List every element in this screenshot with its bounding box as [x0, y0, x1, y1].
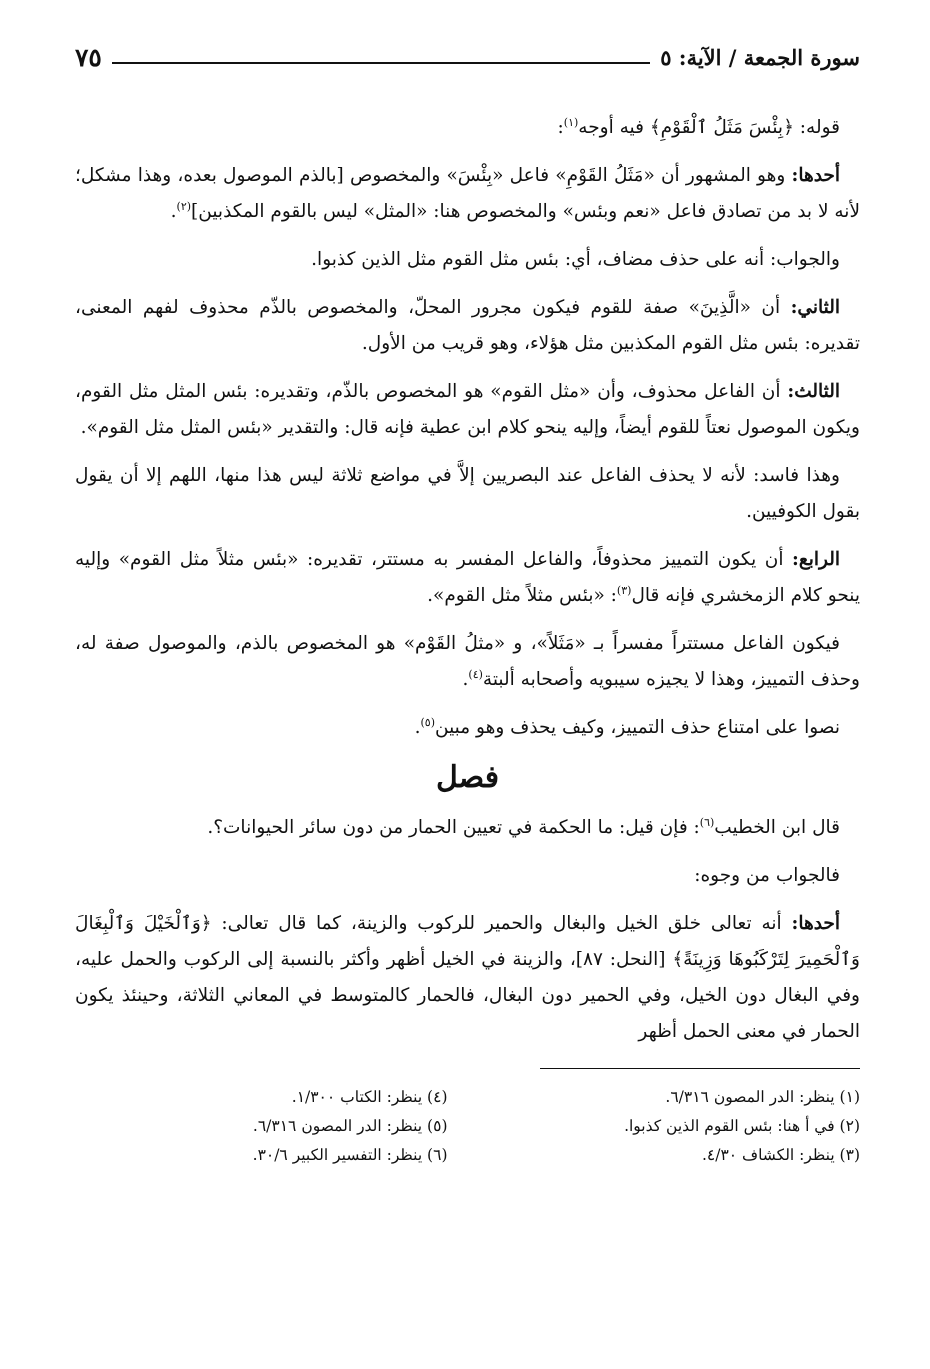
footnote-marker: (١)	[563, 115, 579, 129]
paragraph-tail: .	[462, 669, 469, 690]
paragraph-tail: .	[414, 717, 421, 738]
paragraph	[75, 458, 860, 530]
paragraph-lead: أحدها:	[791, 913, 840, 934]
paragraph-lead: الثالث:	[787, 381, 840, 402]
paragraph-text: والجواب: أنه على حذف مضاف، أي: بئس مثل القوم مثل الذين كذبوا.	[311, 249, 840, 270]
footnote-marker: (٢)	[176, 199, 192, 213]
paragraph	[75, 710, 860, 746]
header-rule	[112, 62, 650, 64]
paragraph	[75, 242, 860, 278]
footnote-marker: (٦)	[699, 815, 715, 829]
footnotes-column-left	[75, 1083, 448, 1170]
footnote-marker: (٥)	[420, 715, 435, 729]
paragraph-lead: الرابع:	[792, 549, 840, 570]
running-head: سورة الجمعة / الآية: ٥	[660, 44, 860, 70]
paragraph-text: أن الفاعل محذوف، وأن «مثل القوم» هو المخصوص بالذّم، وتقديره: بئس المثل مثل القوم، ويكون الموصول نعتاً للقوم أيضاً، وإليه ينحو كلام ابن عطية فإنه قال: والتقدير «بئس المثل مثل القوم».	[75, 381, 860, 438]
paragraph-tail: :	[557, 117, 564, 138]
footnote-marker: (٤)	[468, 667, 483, 681]
paragraph-text: نصوا على امتناع حذف التمييز، وكيف يحذف وهو مبين	[435, 717, 840, 738]
footnote-marker: (٣)	[616, 583, 632, 597]
page-header	[75, 40, 860, 74]
paragraph	[75, 158, 860, 230]
footnotes	[75, 1083, 860, 1170]
footnote-item: (١) ينظر: الدر المصون ٦/٣١٦.	[665, 1088, 860, 1106]
paragraph-text: فالجواب من وجوه:	[694, 865, 840, 886]
paragraph	[75, 542, 860, 614]
paragraph	[75, 374, 860, 446]
paragraph-text: أنه تعالى خلق الخيل والبغال والحمير للركوب والزينة، كما قال تعالى: ﴿وَٱلْخَيْلَ وَٱلْبِغَالَ وَٱلْحَمِيرَ لِتَرْكَبُوهَا وَزِينَةً﴾ [النحل: ٨٧]، والزينة في الخيل أظهر وأكثر بالنسبة إلى الركوب والحمل عليه، وفي البغال دون الخيل، وفي الحمير دون البغال، فالحمار كالمتوسط في المعاني الثلاثة، وحينئذ يكون الحمار في معنى الحمل أظهر	[75, 913, 860, 1042]
paragraph-text: قال ابن الخطيب	[714, 817, 840, 838]
paragraph-text: فيكون الفاعل مستتراً مفسراً بـ «مَثَلاً»، و «مثلُ القَوْم» هو المخصوص بالذم، والموصول صفة له، وحذف التمييز، وهذا لا يجيزه سيبويه وأصحابه ألبتة	[75, 633, 860, 690]
footnote-item: (٦) ينظر: التفسير الكبير ٣٠/٦.	[252, 1146, 448, 1164]
paragraph	[75, 290, 860, 362]
footnote-item: (٢) في أ هنا: بئس القوم الذين كذبوا.	[624, 1117, 860, 1135]
paragraph-tail: : فإن قيل: ما الحكمة في تعيين الحمار من دون سائر الحيوانات؟.	[207, 817, 700, 838]
paragraph-tail: : «بئس مثلاً مثل القوم».	[427, 585, 617, 606]
paragraph-group-1	[75, 110, 860, 746]
footnote-item: (٤) ينظر: الكتاب ١/٣٠٠.	[291, 1088, 448, 1106]
paragraph-text: أن «الَّذِينَ» صفة للقوم فيكون مجرور المحلّ، والمخصوص بالذّم محذوف لفهم المعنى، تقديره: بئس مثل القوم المكذبين مثل هؤلاء، وهو قريب من الأول.	[75, 297, 860, 354]
footnote-rule	[540, 1068, 860, 1069]
paragraph	[75, 858, 860, 894]
paragraph-text: أن يكون التمييز محذوفاً، والفاعل المفسر به مستتر، تقديره: «بئس مثلاً مثل القوم» وإليه ينحو كلام الزمخشري فإنه قال	[75, 549, 860, 606]
paragraph-text: وهذا فاسد: لأنه لا يحذف الفاعل عند البصريين إلاَّ في مواضع ثلاثة ليس هذا منها، اللهم إلا أن يقول بقول الكوفيين.	[75, 465, 860, 522]
paragraph	[75, 626, 860, 698]
paragraph	[75, 110, 860, 146]
paragraph	[75, 906, 860, 1050]
footnote-item: (٥) ينظر: الدر المصون ٦/٣١٦.	[252, 1117, 448, 1135]
footnotes-column-right	[488, 1083, 861, 1170]
main-text	[75, 110, 860, 1050]
page-number: ٧٥	[75, 42, 102, 72]
footnote-item: (٣) ينظر: الكشاف ٤/٣٠.	[701, 1146, 860, 1164]
paragraph	[75, 810, 860, 846]
paragraph-tail: .	[170, 201, 177, 222]
paragraph-lead: أحدها:	[791, 165, 840, 186]
paragraph-lead: الثاني:	[790, 297, 840, 318]
paragraph-text: قوله: ﴿بِئْسَ مَثَلُ ٱلْقَوْمِ﴾ فيه أوجه	[578, 117, 840, 138]
paragraph-group-2	[75, 810, 860, 1050]
section-title: فصل	[435, 760, 500, 795]
paragraph-text: وهو المشهور أن «مَثَلُ القَوْمِ» فاعل «بِئْسَ» والمخصوص [بالذم الموصول بعده، وهذا مشكل؛ لأنه لا بد من تصادق فاعل «نعم وبئس» والمخصوص هنا: «المثل» ليس بالقوم المكذبين]	[75, 165, 860, 222]
